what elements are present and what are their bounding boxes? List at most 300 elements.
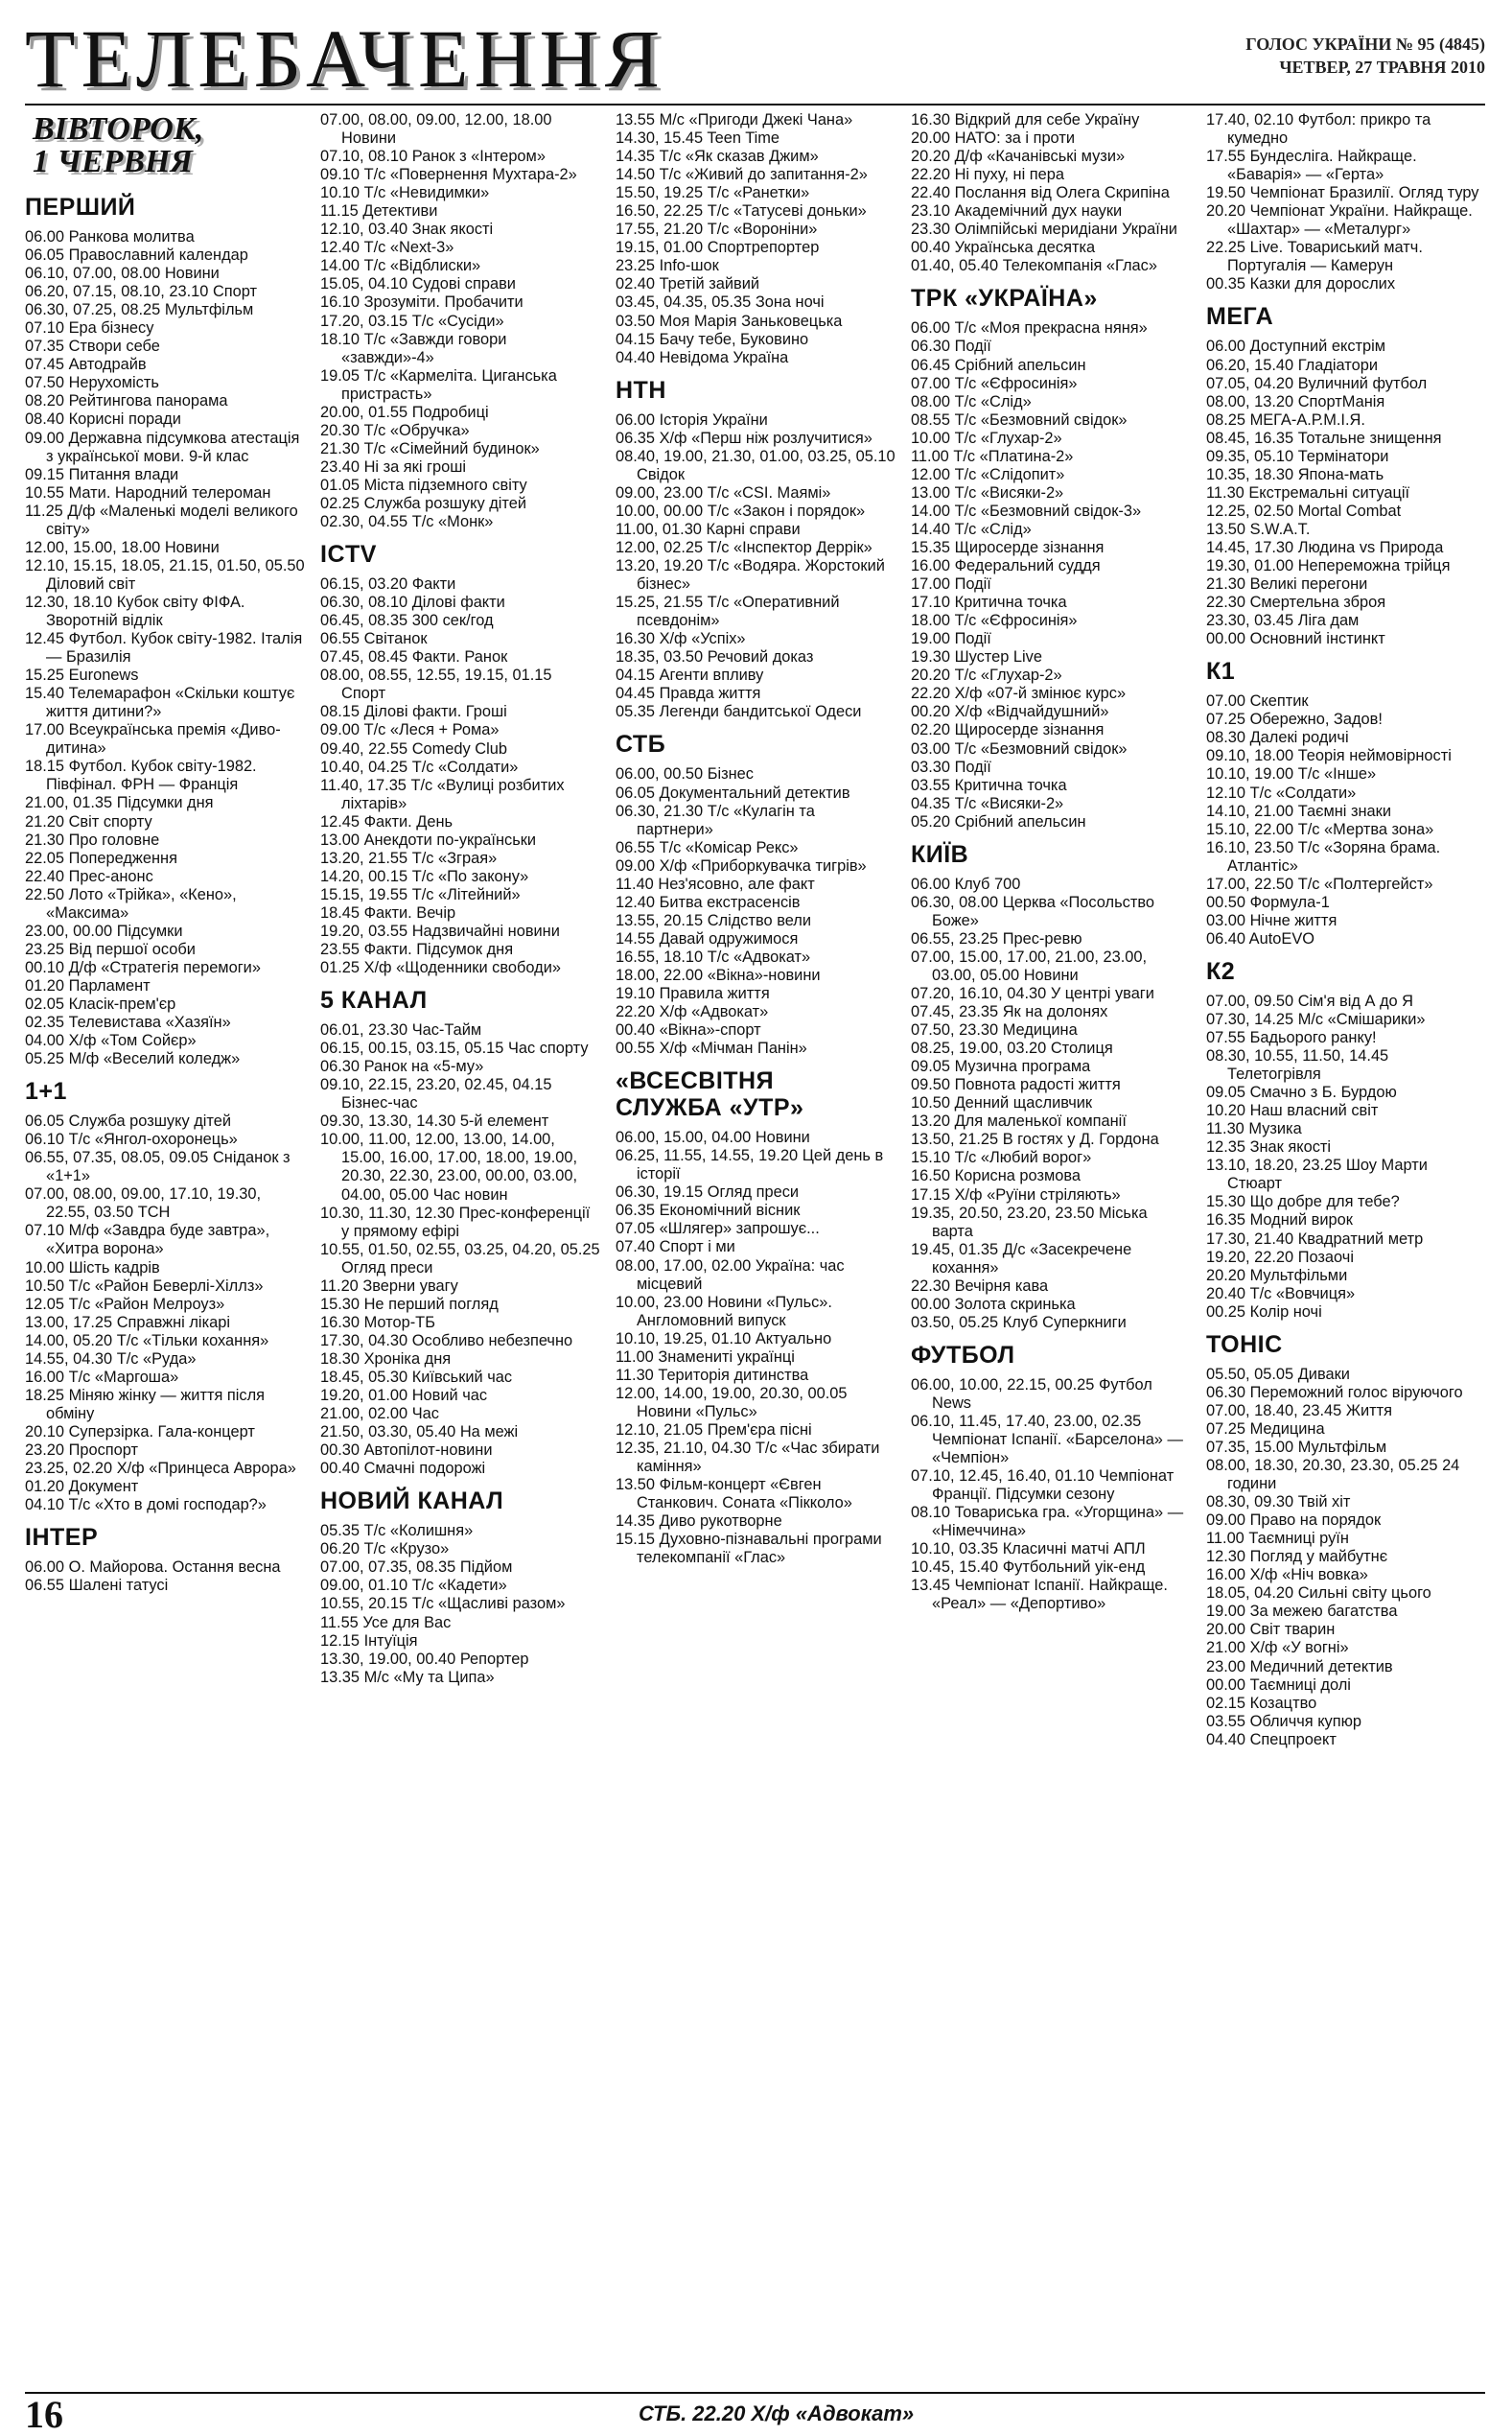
program-entry: 09.35, 05.10 Термінатори — [1206, 447, 1389, 465]
program-entry: 03.50, 05.25 Клуб Суперкниги — [911, 1313, 1127, 1331]
program-entry: 07.35 Створи себе — [25, 338, 160, 356]
program-entry: 18.05, 04.20 Сильні світу цього — [1206, 1584, 1431, 1603]
program-entry: 21.30 Великі перегони — [1206, 575, 1368, 594]
channel-heading-line: ІНТЕР — [25, 1524, 99, 1552]
program-entry: 19.45, 01.35 Д/с «Засекречене кохання» — [911, 1240, 1132, 1277]
program-entry: 07.00, 15.00, 17.00, 21.00, 23.00, 03.00, 05.00 Новини — [911, 948, 1148, 984]
program-entry: 06.55, 23.25 Прес-ревю — [911, 929, 1082, 948]
program-entry: 06.30 Переможний голос віруючого — [1206, 1383, 1463, 1401]
program-entry: 22.40 Прес-анонс — [25, 867, 153, 885]
program-entry: 12.25, 02.50 Mortal Combat — [1206, 502, 1402, 520]
program-entry: 07.45, 08.45 Факти. Ранок — [320, 648, 508, 667]
program-entry: 07.00, 08.00, 09.00, 12.00, 18.00 Новини — [320, 111, 552, 148]
program-entry: 17.00, 22.50 Т/с «Полтергейст» — [1206, 875, 1433, 893]
listing-column-4 — [911, 111, 1191, 1614]
channel-heading-line: 1+1 — [25, 1078, 67, 1106]
program-entry: 04.40 Спецпроект — [1206, 1730, 1337, 1748]
program-entry: 13.45 Чемпіонат Іспанії. Найкраще. «Реал» — «Депортиво» — [911, 1577, 1168, 1613]
channel-heading-line: ICTV — [320, 541, 377, 569]
program-entry: 15.50, 19.25 Т/с «Ранетки» — [616, 184, 810, 202]
section-masthead — [25, 12, 666, 105]
program-entry: 20.20 Т/с «Глухар-2» — [911, 667, 1062, 685]
program-entry: 06.30, 19.15 Огляд преси — [616, 1183, 800, 1202]
program-entry: 19.20, 01.00 Новий час — [320, 1387, 488, 1405]
page-number: 16 — [25, 2393, 63, 2436]
program-entry: 23.25 Від першої особи — [25, 940, 196, 958]
listing-column-5 — [1206, 111, 1486, 1749]
day-heading-line: 1 ЧЕРВНЯ — [33, 144, 193, 179]
channel-heading — [320, 1487, 600, 1514]
program-entry: 13.00, 17.25 Справжні лікарі — [25, 1313, 230, 1331]
program-entry: 22.20 Ні пуху, ні пера — [911, 166, 1064, 184]
program-entry: 12.35, 21.10, 04.30 Т/с «Час збирати каміння» — [616, 1440, 880, 1476]
listing-column-2 — [320, 111, 600, 1687]
program-entry: 06.00 Історія України — [616, 410, 768, 429]
program-entry: 06.00 Доступний екстрім — [1206, 338, 1386, 356]
program-entry: 14.00, 05.20 Т/с «Тільки кохання» — [25, 1331, 269, 1349]
program-entry: 06.00, 00.50 Бізнес — [616, 765, 754, 784]
program-entry: 10.45, 15.40 Футбольний уік-енд — [911, 1558, 1146, 1577]
program-entry: 13.50, 21.25 В гостях у Д. Гордона — [911, 1131, 1159, 1149]
program-entry: 07.10 М/ф «Завдра буде завтра», «Хитра ворона» — [25, 1222, 270, 1258]
program-entry: 06.30 Ранок на «5-му» — [320, 1058, 484, 1076]
program-entry: 15.30 Що добре для тебе? — [1206, 1193, 1400, 1211]
program-entry: 08.30, 09.30 Твій хіт — [1206, 1493, 1351, 1511]
program-entry: 00.40 «Вікна»-спорт — [616, 1021, 761, 1040]
program-entry: 08.00, 17.00, 02.00 Україна: час місцевий — [616, 1256, 845, 1293]
program-entry: 06.00, 10.00, 22.15, 00.25 Футбол News — [911, 1375, 1152, 1412]
program-entry: 13.00 Т/с «Висяки-2» — [911, 483, 1064, 502]
program-entry: 00.40 Смачні подорожі — [320, 1460, 486, 1478]
program-entry: 18.45, 05.30 Київський час — [320, 1369, 513, 1386]
program-entry: 12.10, 15.15, 18.05, 21.15, 01.50, 05.50 Діловий світ — [25, 556, 305, 593]
program-entry: 10.40, 04.25 Т/с «Солдати» — [320, 758, 519, 776]
program-entry: 06.15, 00.15, 03.15, 05.15 Час спорту — [320, 1040, 589, 1058]
program-entry: 11.00, 01.30 Карні справи — [616, 520, 801, 538]
program-entry: 03.00 Нічне життя — [1206, 911, 1338, 929]
program-entry: 00.50 Формула-1 — [1206, 893, 1330, 911]
program-entry: 01.20 Парламент — [25, 976, 151, 995]
program-entry: 02.35 Телевистава «Хазяїн» — [25, 1014, 231, 1032]
channel-heading — [616, 731, 896, 758]
program-entry: 12.15 Інтуїція — [320, 1631, 418, 1650]
program-entry: 10.50 Денний щасливчик — [911, 1094, 1093, 1113]
program-entry: 07.00 Т/с «Єфросинія» — [911, 374, 1078, 392]
program-entry: 06.30, 08.10 Ділові факти — [320, 594, 505, 612]
program-entry: 16.55, 18.10 Т/с «Адвокат» — [616, 948, 811, 966]
program-entry: 06.30, 08.00 Церква «Посольство Боже» — [911, 893, 1155, 929]
program-entry: 12.40 Битва екстрасенсів — [616, 893, 801, 911]
program-entry: 13.35 М/с «Му та Ципа» — [320, 1668, 495, 1686]
program-entry: 07.30, 14.25 М/с «Смішарики» — [1206, 1010, 1426, 1028]
program-entry: 06.00, 15.00, 04.00 Новини — [616, 1129, 810, 1147]
program-entry: 08.25, 19.00, 03.20 Столиця — [911, 1040, 1113, 1058]
program-entry: 19.15, 01.00 Спортрепортер — [616, 239, 820, 257]
program-entry: 17.10 Критична точка — [911, 594, 1067, 612]
program-entry: 02.05 Класік-прем'єр — [25, 995, 176, 1013]
program-entry: 12.05 Т/с «Район Мелроуз» — [25, 1295, 225, 1313]
program-entry: 00.10 Д/ф «Стратегія перемоги» — [25, 958, 261, 976]
program-entry: 14.35 Т/с «Як сказав Джим» — [616, 148, 819, 166]
program-entry: 20.10 Суперзірка. Гала-концерт — [25, 1422, 255, 1441]
program-entry: 11.30 Екстремальні ситуації — [1206, 483, 1410, 502]
channel-heading — [1206, 303, 1486, 330]
program-entry: 10.55, 20.15 Т/с «Щасливі разом» — [320, 1595, 566, 1613]
program-entry: 12.30 Погляд у майбутнє — [1206, 1548, 1388, 1566]
program-entry: 17.30, 04.30 Особливо небезпечно — [320, 1331, 573, 1349]
program-entry: 20.20 Д/ф «Качанівські музи» — [911, 148, 1126, 166]
program-entry: 21.00, 01.35 Підсумки дня — [25, 794, 214, 812]
channel-heading-line: СТБ — [616, 731, 666, 759]
program-entry: 13.55 М/с «Пригоди Джекі Чана» — [616, 111, 853, 129]
channel-heading-line: ТРК «УКРАЇНА» — [911, 285, 1098, 313]
program-entry: 22.30 Вечірня кава — [911, 1277, 1049, 1295]
program-entry: 04.40 Невідома Україна — [616, 348, 789, 366]
program-entry: 08.00 Т/с «Слід» — [911, 392, 1032, 410]
program-entry: 06.20, 07.15, 08.10, 23.10 Спорт — [25, 283, 258, 301]
program-entry: 07.00, 18.40, 23.45 Життя — [1206, 1401, 1392, 1419]
program-entry: 07.50 Нерухомість — [25, 374, 159, 392]
program-entry: 04.35 Т/с «Висяки-2» — [911, 794, 1064, 812]
program-entry: 09.00, 23.00 Т/с «CSI. Маямі» — [616, 483, 831, 502]
program-entry: 09.30, 13.30, 14.30 5-й елемент — [320, 1113, 549, 1131]
program-entry: 06.01, 23.30 Час-Тайм — [320, 1021, 482, 1040]
program-entry: 12.45 Факти. День — [320, 812, 454, 831]
program-entry: 06.55 Т/с «Комісар Рекс» — [616, 838, 799, 856]
program-entry: 06.10, 07.00, 08.00 Новини — [25, 265, 220, 283]
program-entry: 06.00 Т/с «Моя прекрасна няня» — [911, 319, 1148, 338]
program-entry: 23.20 Проспорт — [25, 1441, 139, 1459]
program-entry: 09.05 Смачно з Б. Бурдою — [1206, 1084, 1397, 1102]
program-entry: 17.55 Бундесліга. Найкраще. «Баварія» — «Герта» — [1206, 148, 1417, 184]
program-entry: 19.30, 01.00 Непереможна трійця — [1206, 557, 1451, 575]
program-entry: 16.50, 22.25 Т/с «Татусеві доньки» — [616, 202, 867, 221]
program-entry: 13.20, 21.55 Т/с «Зграя» — [320, 849, 498, 867]
section-title: ТЕЛЕБАЧЕННЯ — [25, 12, 666, 105]
program-entry: 00.00 Таємниці долі — [1206, 1675, 1351, 1694]
program-entry: 05.35 Т/с «Колишня» — [320, 1522, 474, 1540]
program-entry: 09.10, 22.15, 23.20, 02.45, 04.15 Бізнес-час — [320, 1076, 552, 1113]
program-entry: 08.45, 16.35 Тотальне знищення — [1206, 429, 1442, 447]
program-entry: 06.45 Срібний апельсин — [911, 356, 1086, 374]
program-entry: 19.35, 20.50, 23.20, 23.50 Міська варта — [911, 1204, 1148, 1240]
program-entry: 09.05 Музична програма — [911, 1058, 1091, 1076]
program-entry: 19.30 Шустер Live — [911, 648, 1042, 667]
program-entry: 08.30, 10.55, 11.50, 14.45 Телетогрівля — [1206, 1047, 1389, 1084]
program-entry: 07.10 Ера бізнесу — [25, 319, 154, 338]
program-entry: 13.10, 18.20, 23.25 Шоу Марти Стюарт — [1206, 1157, 1428, 1193]
program-entry: 16.30 Мотор-ТБ — [320, 1313, 435, 1331]
program-entry: 06.05 Служба розшуку дітей — [25, 1113, 231, 1131]
program-entry: 08.25 МЕГА-А.Р.М.І.Я. — [1206, 410, 1365, 429]
program-entry: 12.00, 15.00, 18.00 Новини — [25, 538, 220, 556]
program-entry: 07.00 Скептик — [1206, 692, 1309, 711]
program-entry: 06.30, 21.30 Т/с «Кулагін та партнери» — [616, 802, 815, 838]
program-entry: 02.40 Третій зайвий — [616, 275, 760, 293]
footer-divider — [25, 2392, 1485, 2394]
program-entry: 12.45 Футбол. Кубок світу-1982. Італія — Бразилія — [25, 630, 303, 667]
program-entry: 16.10, 23.50 Т/с «Зоряна брама. Атлантіс» — [1206, 838, 1441, 875]
program-entry: 12.10 Т/с «Солдати» — [1206, 784, 1357, 802]
program-entry: 17.15 Х/ф «Руїни стріляють» — [911, 1185, 1121, 1204]
program-entry: 06.05 Документальний детектив — [616, 784, 850, 802]
channel-heading — [320, 987, 600, 1014]
channel-heading — [1206, 1331, 1486, 1358]
program-entry: 14.55, 04.30 Т/с «Руда» — [25, 1349, 197, 1368]
program-entry: 07.10, 08.10 Ранок з «Інтером» — [320, 148, 546, 166]
program-entry: 12.10, 21.05 Прем'єра пісні — [616, 1420, 812, 1439]
program-entry: 21.20 Світ спорту — [25, 812, 152, 831]
program-entry: 03.55 Критична точка — [911, 776, 1067, 794]
program-entry: 11.25 Д/ф «Маленькі моделі великого світу» — [25, 502, 298, 538]
program-entry: 06.30 Події — [911, 338, 991, 356]
program-entry: 19.00 За межею багатства — [1206, 1603, 1398, 1621]
program-entry: 03.55 Обличчя купюр — [1206, 1712, 1362, 1730]
program-entry: 08.55 Т/с «Безмовний свідок» — [911, 410, 1128, 429]
program-entry: 00.25 Колір ночі — [1206, 1302, 1322, 1321]
program-entry: 01.20 Документ — [25, 1478, 139, 1496]
program-entry: 19.50 Чемпіонат Бразилії. Огляд туру — [1206, 184, 1479, 202]
program-entry: 04.00 Х/ф «Том Сойєр» — [25, 1032, 197, 1050]
program-entry: 03.30 Події — [911, 758, 991, 776]
program-entry: 17.55, 21.20 Т/с «Вороніни» — [616, 221, 818, 239]
program-entry: 05.25 М/ф «Веселий коледж» — [25, 1050, 241, 1068]
program-entry: 07.35, 15.00 Мультфільм — [1206, 1438, 1387, 1456]
program-entry: 22.05 Попередження — [25, 849, 177, 867]
program-entry: 21.30 Т/с «Сімейний будинок» — [320, 439, 540, 457]
program-entry: 14.45, 17.30 Людина vs Природа — [1206, 538, 1444, 556]
program-entry: 00.35 Казки для дорослих — [1206, 275, 1396, 293]
program-entry: 13.50 S.W.A.T. — [1206, 520, 1311, 538]
program-entry: 20.00, 01.55 Подробиці — [320, 403, 489, 421]
program-entry: 15.30 Не перший погляд — [320, 1295, 499, 1313]
program-entry: 19.20, 03.55 Надзвичайні новини — [320, 922, 560, 940]
program-entry: 18.35, 03.50 Речовий доказ — [616, 648, 814, 667]
program-entry: 12.00, 14.00, 19.00, 20.30, 00.05 Новини «Пульс» — [616, 1384, 848, 1420]
program-entry: 10.10, 03.35 Класичні матчі АПЛ — [911, 1540, 1146, 1558]
program-entry: 04.10 Т/с «Хто в домі господар?» — [25, 1496, 267, 1514]
program-entry: 01.40, 05.40 Телекомпанія «Глас» — [911, 257, 1157, 275]
program-entry: 08.00, 18.30, 20.30, 23.30, 05.25 24 години — [1206, 1457, 1460, 1493]
program-entry: 00.30 Автопілот-новини — [320, 1441, 493, 1460]
program-entry: 21.00, 02.00 Час — [320, 1405, 439, 1423]
program-entry: 02.30, 04.55 Т/с «Монк» — [320, 513, 494, 531]
program-entry: 22.40 Послання від Олега Скрипіна — [911, 184, 1170, 202]
program-entry: 00.00 Золота скринька — [911, 1295, 1076, 1313]
program-entry: 03.00 Т/с «Безмовний свідок» — [911, 739, 1128, 758]
program-entry: 07.25 Обережно, Задов! — [1206, 711, 1383, 729]
program-entry: 10.00, 11.00, 12.00, 13.00, 14.00, 15.00, 16.00, 17.00, 18.00, 19.00, 20.30, 22.30, 23.00, 00.00, 03.00, 04.00, 05.00 Час новин — [320, 1131, 578, 1204]
day-heading — [33, 113, 305, 178]
program-entry: 11.30 Територія дитинства — [616, 1366, 809, 1384]
program-entry: 11.00 Знамениті українці — [616, 1347, 795, 1366]
program-entry: 23.40 Ні за які гроші — [320, 457, 467, 476]
program-entry: 10.10, 19.00 Т/с «Інше» — [1206, 765, 1377, 784]
program-entry: 11.00 Таємниці руїн — [1206, 1530, 1349, 1548]
program-entry: 20.40 Т/с «Вовчиця» — [1206, 1284, 1356, 1302]
program-entry: 19.20, 22.20 Позаочі — [1206, 1248, 1354, 1266]
program-entry: 18.10 Т/с «Завжди говори «завжди»-4» — [320, 330, 507, 366]
program-entry: 14.20, 00.15 Т/с «По закону» — [320, 867, 529, 885]
program-entry: 09.00 Державна підсумкова атестація з української мови. 9-й клас — [25, 429, 300, 465]
program-entry: 16.30 Х/ф «Успіх» — [616, 630, 746, 648]
program-entry: 19.10 Правила життя — [616, 985, 770, 1003]
program-entry: 06.35 Економічний вісник — [616, 1202, 801, 1220]
program-entry: 21.50, 03.30, 05.40 На межі — [320, 1423, 519, 1441]
program-entry: 13.30, 19.00, 00.40 Репортер — [320, 1650, 529, 1668]
program-entry: 00.00 Основний інстинкт — [1206, 630, 1385, 648]
program-entry: 15.10, 22.00 Т/с «Мертва зона» — [1206, 820, 1434, 838]
program-entry: 09.00 Х/ф «Приборкувачка тигрів» — [616, 856, 867, 875]
program-entry: 10.20 Наш власний світ — [1206, 1102, 1379, 1120]
program-entry: 15.10 Т/с «Любий ворог» — [911, 1149, 1092, 1167]
program-entry: 14.10, 21.00 Таємні знаки — [1206, 802, 1391, 820]
program-entry: 10.30, 11.30, 12.30 Прес-конференції у прямому ефірі — [320, 1204, 591, 1240]
program-entry: 10.10 Т/с «Невидимки» — [320, 184, 490, 202]
program-entry: 18.00 Т/с «Єфросинія» — [911, 612, 1078, 630]
program-entry: 07.00, 07.35, 08.35 Підйом — [320, 1558, 513, 1577]
program-entry: 23.30, 03.45 Ліга дам — [1206, 612, 1360, 630]
program-entry: 10.55, 01.50, 02.55, 03.25, 04.20, 05.25 Огляд преси — [320, 1240, 600, 1277]
program-entry: 09.00 Право на порядок — [1206, 1511, 1382, 1530]
program-entry: 23.55 Факти. Підсумок дня — [320, 941, 514, 959]
day-heading-line: ВІВТОРОК, — [33, 111, 204, 147]
channel-heading-line: НТН — [616, 376, 666, 404]
program-entry: 13.50 Фільм-концерт «Євген Станкович. Соната «Пікколо» — [616, 1476, 852, 1512]
footer-highlight: СТБ. 22.20 Х/ф «Адвокат» — [639, 2401, 915, 2425]
channel-heading-line: К2 — [1206, 957, 1236, 985]
program-entry: 17.00 Події — [911, 575, 991, 594]
program-entry: 12.40 Т/с «Next-3» — [320, 239, 454, 257]
channel-heading — [1206, 958, 1486, 985]
program-entry: 07.00, 09.50 Сім'я від А до Я — [1206, 992, 1414, 1010]
program-entry: 06.15, 03.20 Факти — [320, 575, 456, 594]
program-entry: 15.25 Euronews — [25, 667, 139, 685]
program-entry: 06.10 Т/с «Янгол-охоронець» — [25, 1131, 238, 1149]
page-footer — [25, 2392, 1485, 2436]
program-entry: 06.05 Православний календар — [25, 246, 248, 265]
program-entry: 07.55 Бадьорого ранку! — [1206, 1029, 1377, 1047]
channel-heading-line: К1 — [1206, 658, 1236, 686]
program-entry: 09.40, 22.55 Comedy Club — [320, 739, 507, 758]
program-entry: 13.20, 19.20 Т/с «Водяра. Жорстокий бізнес» — [616, 557, 885, 594]
program-entry: 13.20 Для маленької компанії — [911, 1113, 1127, 1131]
program-entry: 06.55 Світанок — [320, 630, 428, 648]
program-entry: 06.55 Шалені татусі — [25, 1577, 169, 1595]
program-entry: 05.50, 05.05 Диваки — [1206, 1365, 1350, 1383]
program-entry: 18.45 Факти. Вечір — [320, 903, 456, 922]
program-entry: 06.10, 11.45, 17.40, 23.00, 02.35 Чемпіонат Іспанії. «Барселона» — «Чемпіон» — [911, 1413, 1183, 1467]
program-entry: 17.30, 21.40 Квадратний метр — [1206, 1230, 1424, 1248]
program-entry: 10.00 Шість кадрів — [25, 1258, 160, 1277]
program-entry: 12.00 Т/с «Слідопит» — [911, 465, 1065, 483]
issue-date: ЧЕТВЕР, 27 ТРАВНЯ 2010 — [1279, 58, 1485, 77]
program-entry: 10.00, 23.00 Новини «Пульс». Англомовний випуск — [616, 1293, 832, 1329]
program-entry: 07.50, 23.30 Медицина — [911, 1021, 1078, 1040]
program-entry: 17.40, 02.10 Футбол: прикро та кумедно — [1206, 111, 1431, 148]
channel-heading — [911, 1342, 1191, 1369]
channel-heading-line: ПЕРШИЙ — [25, 194, 136, 221]
program-entry: 18.25 Міняю жінку — життя після обміну — [25, 1386, 266, 1422]
program-entry: 07.45 Автодрайв — [25, 356, 147, 374]
program-entry: 06.35 Х/ф «Перш ніж розлучитися» — [616, 429, 872, 447]
newspaper-issue: ГОЛОС УКРАЇНИ № 95 (4845) — [1245, 35, 1485, 54]
issue-info — [1245, 33, 1485, 79]
program-entry: 06.25, 11.55, 14.55, 19.20 Цей день в історії — [616, 1147, 884, 1183]
program-entry: 09.15 Питання влади — [25, 465, 179, 483]
program-entry: 06.45, 08.35 300 сек/год — [320, 612, 494, 630]
program-entry: 16.00 Т/с «Маргоша» — [25, 1368, 179, 1386]
program-entry: 06.20, 15.40 Гладіатори — [1206, 356, 1378, 374]
program-entry: 04.15 Агенти впливу — [616, 667, 764, 685]
program-entry: 23.25 Info-шок — [616, 257, 719, 275]
program-entry: 10.00, 00.00 Т/с «Закон і порядок» — [616, 502, 866, 520]
program-entry: 10.00 Т/с «Глухар-2» — [911, 429, 1062, 447]
program-entry: 20.20 Чемпіонат України. Найкраще. «Шахтар» — «Металург» — [1206, 202, 1473, 239]
program-entry: 19.00 Події — [911, 630, 991, 648]
program-entry: 08.15 Ділові факти. Гроші — [320, 703, 507, 721]
program-entry: 07.10, 12.45, 16.40, 01.10 Чемпіонат Франції. Підсумки сезону — [911, 1467, 1175, 1504]
program-entry: 16.30 Відкрий для себе Україну — [911, 111, 1140, 129]
program-entry: 16.00 Федеральний суддя — [911, 557, 1101, 575]
program-entry: 23.25, 02.20 Х/ф «Принцеса Аврора» — [25, 1460, 296, 1478]
channel-heading-line: МЕГА — [1206, 303, 1274, 331]
channel-heading — [320, 541, 600, 568]
program-entry: 07.40 Спорт і ми — [616, 1238, 735, 1256]
channel-heading — [25, 1078, 305, 1105]
program-entry: 06.40 AutoEVO — [1206, 929, 1314, 948]
program-entry: 08.40, 19.00, 21.30, 01.00, 03.25, 05.10 Свідок — [616, 447, 896, 483]
program-entry: 23.00 Медичний детектив — [1206, 1657, 1393, 1675]
program-entry: 18.00, 22.00 «Вікна»-новини — [616, 966, 821, 984]
program-entry: 08.40 Корисні поради — [25, 410, 181, 429]
program-entry: 02.15 Козацтво — [1206, 1694, 1317, 1712]
program-entry: 06.00 Клуб 700 — [911, 875, 1021, 893]
program-entry: 15.15 Духовно-пізнавальні програми телекомпанії «Глас» — [616, 1531, 882, 1567]
program-entry: 10.35, 18.30 Япона-мать — [1206, 465, 1384, 483]
program-entry: 15.15, 19.55 Т/с «Літейний» — [320, 885, 521, 903]
program-entry: 22.20 Х/ф «07-й змінює курс» — [911, 685, 1127, 703]
program-entry: 17.20, 03.15 Т/с «Сусіди» — [320, 312, 504, 330]
channel-heading-line: «ВСЕСВІТНЯ — [616, 1067, 775, 1095]
program-entry: 21.30 Про головне — [25, 831, 160, 849]
program-entry: 02.20 Щиросерде зізнання — [911, 721, 1105, 739]
channel-heading-line: НОВИЙ КАНАЛ — [320, 1487, 504, 1515]
program-entry: 03.45, 04.35, 05.35 Зона ночі — [616, 293, 825, 312]
program-entry: 01.05 Міста підземного світу — [320, 476, 527, 494]
program-entry: 16.00 Х/ф «Ніч вовка» — [1206, 1566, 1368, 1584]
program-entry: 06.00 О. Майорова. Остання весна — [25, 1558, 281, 1577]
program-entry: 05.35 Легенди бандитської Одеси — [616, 703, 862, 721]
program-entry: 11.40 Нез'ясовно, але факт — [616, 875, 815, 893]
program-entry: 11.20 Зверни увагу — [320, 1277, 458, 1295]
header-divider — [25, 104, 1485, 105]
program-entry: 08.30 Далекі родичі — [1206, 729, 1349, 747]
program-entry: 16.50 Корисна розмова — [911, 1167, 1082, 1185]
program-entry: 09.50 Повнота радості життя — [911, 1076, 1121, 1094]
program-entry: 07.45, 23.35 Як на долонях — [911, 1003, 1108, 1021]
program-entry: 08.20 Рейтингова панорама — [25, 392, 228, 410]
program-entry: 00.20 Х/ф «Відчайдушний» — [911, 703, 1109, 721]
program-entry: 07.05 «Шлягер» запрошує... — [616, 1220, 820, 1238]
program-entry: 07.00, 08.00, 09.00, 17.10, 19.30, 22.55, 03.50 ТСН — [25, 1185, 262, 1222]
program-entry: 22.30 Смертельна зброя — [1206, 594, 1386, 612]
program-entry: 23.10 Академічний дух науки — [911, 202, 1123, 221]
channel-heading — [25, 1524, 305, 1551]
program-entry: 16.10 Зрозуміти. Пробачити — [320, 293, 523, 312]
program-entry: 05.20 Срібний апельсин — [911, 812, 1086, 831]
program-entry: 14.30, 15.45 Teen Time — [616, 129, 780, 148]
